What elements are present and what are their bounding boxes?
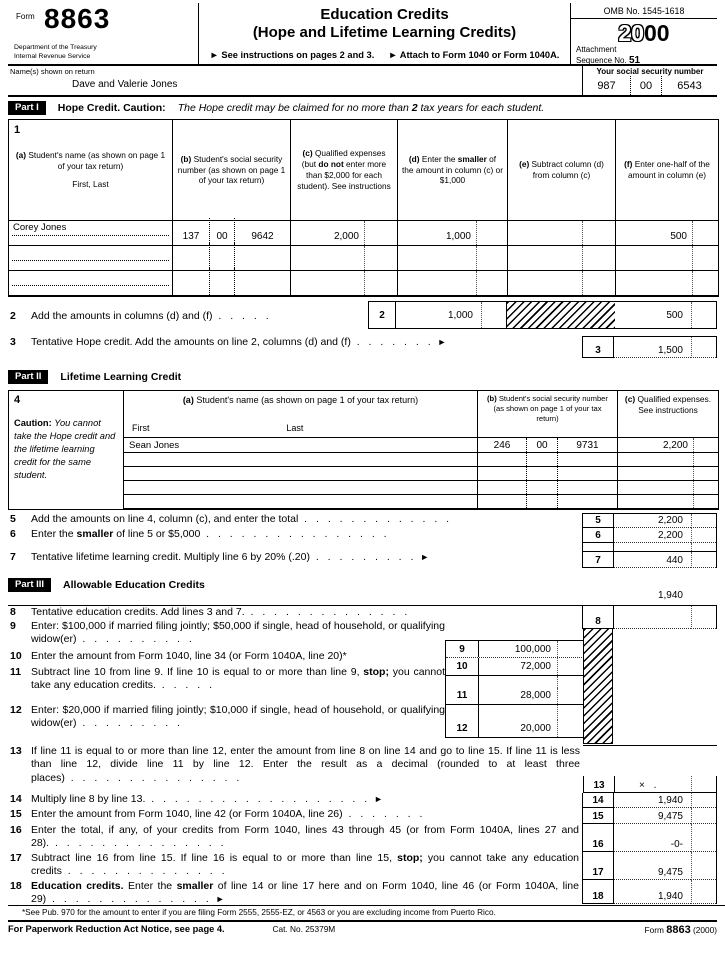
part2-col-header-a: (a) Student's name (as shown on page 1 of your tax return) First Last — [124, 391, 478, 438]
qualified-expenses-field: 2,200 — [618, 438, 718, 453]
part2-tab: Part II — [8, 370, 48, 384]
line14-box: 14 — [582, 793, 614, 808]
line14-value: 1,940 — [614, 793, 691, 808]
line9-box: 9 — [446, 641, 479, 657]
form-instructions — [199, 50, 570, 60]
smaller-amount-field — [398, 246, 508, 271]
student-ssn-field — [478, 438, 618, 453]
one-half-field — [616, 246, 718, 271]
name-ssn-row — [8, 66, 717, 97]
line13-box: 13 — [583, 776, 615, 793]
arrow-icon: ► — [374, 794, 385, 804]
ssn-part: 00 — [630, 76, 662, 95]
qualified-expenses-field: 2,000 — [291, 221, 398, 246]
footer-rule — [8, 920, 717, 922]
line7-box: 7 — [582, 552, 614, 568]
line18-value: 1,940 — [614, 880, 691, 904]
agency-line2: Internal Revenue Service — [14, 53, 91, 61]
line9-value: 100,000 — [514, 643, 551, 655]
line11-entry — [446, 688, 584, 705]
line3-box: 3 — [582, 337, 614, 358]
line17-row — [8, 852, 717, 880]
part1-table — [8, 119, 719, 297]
sequence-label: Sequence No. — [576, 56, 627, 66]
qualified-expenses-field — [291, 246, 398, 271]
arrow-icon: ► — [215, 894, 227, 905]
line3-row — [8, 336, 717, 358]
line16-label: 16 Enter the total, if any, of your credits from Form 1040, lines 43 through 45 (or from Form 1040A, lines 27 and 28). . . . . . . . . . . . . . . . — [10, 824, 579, 850]
line5-box: 5 — [582, 514, 614, 528]
student-row — [9, 221, 173, 246]
qualified-expenses-field — [618, 467, 718, 481]
paperwork-notice: For Paperwork Reduction Act Notice, see page 4. — [8, 924, 225, 934]
line13-label: 13 If line 11 is equal to or more than line 12, enter the amount from line 8 on line 14 and go to line 15. If line 11 is less than line 12, divide line 11 by line 12. Enter the result as a decimal (rounded to at least three places) . . . . . . . . . . . . . . . — [10, 745, 580, 784]
ssn-part — [209, 268, 235, 295]
part3-tab: Part III — [8, 578, 51, 592]
col-header-f: (f) Enter one-half of the amount in column (e) — [616, 120, 718, 221]
ssn-part — [235, 243, 290, 270]
line3-value: 1,500 — [614, 337, 691, 358]
line12-box: 12 — [446, 720, 479, 737]
hatched-cell — [507, 301, 615, 329]
footnote: *See Pub. 970 for the amount to enter if you are filing Form 2555, 2555-EZ, or 4563 or you are excluding income from Puerto Rico. — [8, 905, 725, 921]
subtract-field — [508, 271, 616, 296]
ssn-part — [173, 268, 209, 295]
ssn-part: 987 — [597, 79, 616, 92]
line10-label: 10 Enter the amount from Form 1040, line 34 (or Form 1040A, line 20)* — [10, 650, 347, 662]
student-ssn-field — [173, 271, 291, 296]
tax-year — [571, 19, 717, 45]
col-header-d: (d) Enter the smaller of the amount in column (c) or $1,000 — [398, 120, 508, 221]
attach-note: ► Attach to Form 1040 or Form 1040A. — [388, 50, 560, 60]
arrow-icon: ► — [420, 552, 432, 562]
line3-entry — [582, 336, 717, 358]
ssn-part: 9731 — [576, 440, 599, 451]
line16-row — [8, 824, 717, 852]
line2-amount-f: 500 — [615, 301, 717, 329]
col-header-a: 1 (a) Student's name (as shown on page 1 of your tax return) First, Last — [9, 120, 173, 221]
student-name-field — [12, 272, 169, 286]
line12-value: 20,000 — [520, 722, 551, 734]
line2-amount-d: 1,000 — [396, 301, 507, 329]
ssn-part: 00 — [209, 218, 235, 245]
part3-heading: Allowable Education Credits — [63, 578, 205, 591]
ssn-part — [209, 243, 235, 270]
line11-value: 28,000 — [520, 690, 551, 702]
line10-value: 72,000 — [520, 661, 551, 673]
lines9-12-text — [8, 620, 445, 742]
part2-col-header-c: (c) Qualified expenses. See instructions — [618, 391, 718, 438]
subtract-field — [508, 246, 616, 271]
line4-caution: 4 Caution: You cannot take the Hope credit and the lifetime learning credit for the same student. — [9, 391, 124, 509]
line18-box: 18 — [582, 880, 614, 904]
line10-entry — [446, 658, 584, 675]
line18-label: 18 Education credits. Enter the smaller of line 14 or line 17 here and on Form 1040, line 46 (or Form 1040A, line 29) . . . . . . . . . . . . . . ► — [10, 880, 579, 906]
qualified-expenses-field — [618, 453, 718, 467]
student-ssn-field — [478, 467, 618, 481]
line5-entry — [582, 513, 717, 528]
attachment-word: Attachment — [576, 45, 617, 55]
line2-label: 2 Add the amounts in columns (d) and (f) . . . . . — [10, 310, 270, 322]
qualified-expenses-field — [291, 271, 398, 296]
line15-value: 9,475 — [614, 808, 691, 824]
line3-label: 3 Tentative Hope credit. Add the amounts on line 2, columns (d) and (f) . . . . . . . ► — [10, 336, 449, 348]
line9-entry — [446, 641, 584, 658]
line8-label: 8 Tentative education credits. Add lines 3 and 7. . . . . . . . . . . . . . . — [10, 606, 409, 618]
part2-bar — [8, 369, 717, 384]
col-header-b: (b) Student's social security number (as shown on page 1 of your tax return) — [173, 120, 291, 221]
ssn-part: 246 — [493, 440, 511, 451]
ssn-block — [582, 66, 717, 95]
student-name-field — [124, 467, 478, 481]
catalog-number: Cat. No. 25379M — [272, 924, 336, 934]
line17-entry — [582, 852, 717, 880]
student-ssn-field — [478, 495, 618, 509]
form-title: Education Credits — [320, 6, 449, 23]
ssn-part: 00 — [526, 438, 558, 452]
line6-row — [8, 528, 717, 543]
form-header — [8, 3, 717, 66]
one-half-field — [616, 271, 718, 296]
line16-value: -0- — [614, 824, 691, 852]
line12-entry — [446, 720, 584, 737]
line16-box: 16 — [582, 824, 614, 852]
hatched-strip — [583, 628, 613, 744]
student-name-field — [12, 247, 169, 261]
line17-label: 17 Subtract line 16 from line 15. If line 16 is equal to or more than line 15, stop; you cannot take any education credits . . . . . . . . . . . . . . — [10, 852, 579, 878]
last-label: Last — [286, 423, 304, 434]
footer-form-id: Form 8863 (2000) — [644, 924, 717, 936]
see-instructions-note: ► See instructions on pages 2 and 3. — [209, 50, 375, 60]
col-header-c: (c) Qualified expenses (but do not enter more than $2,000 for each student). See instructions — [291, 120, 398, 221]
line13-entry — [583, 745, 717, 793]
line12-label: 12 Enter: $20,000 if married filing jointly; $10,000 if single, head of household, or qualifying widow(er) . . . . . . . . . — [10, 704, 445, 730]
form-subtitle: (Hope and Lifetime Learning Credits) — [252, 24, 517, 41]
form-number: 8863 — [44, 3, 111, 34]
tax-year-bold: 00 — [644, 20, 670, 46]
line2-box: 2 — [368, 301, 396, 329]
line7-row — [8, 551, 717, 568]
line18-row — [8, 880, 717, 904]
line4-number: 4 — [14, 394, 21, 406]
line14-row — [8, 793, 717, 808]
one-half-field: 500 — [616, 221, 718, 246]
form-number-block — [8, 3, 199, 64]
ssn-part: 137 — [182, 231, 200, 242]
student-row — [9, 246, 173, 271]
ssn-part — [173, 243, 209, 270]
line10-box: 10 — [446, 658, 479, 674]
part2-heading: Lifetime Learning Credit — [60, 370, 182, 383]
line7-entry — [582, 551, 717, 568]
lines9-12-entry-box — [445, 640, 585, 738]
first-label: First — [132, 423, 150, 434]
ssn-label: Your social security number — [596, 67, 704, 76]
taxpayer-ssn-field — [583, 76, 717, 95]
agency-name — [14, 44, 97, 62]
student-row — [9, 271, 173, 296]
line15-label: 15 Enter the amount from Form 1040, line 42 (or Form 1040A, line 26) . . . . . . . — [10, 808, 424, 820]
ssn-part: 9642 — [251, 231, 274, 242]
footer — [8, 924, 717, 940]
line8-box: 8 — [582, 606, 614, 629]
smaller-amount-field: 1,000 — [398, 221, 508, 246]
line9-label: 9 Enter: $100,000 if married filing jointly; $50,000 if single, head of household, or qualifying widow(er) . . . . . . . . . . — [10, 620, 445, 646]
taxpayer-name-field: Dave and Valerie Jones — [72, 79, 178, 90]
form-word: Form — [16, 12, 35, 21]
subtract-field — [508, 221, 616, 246]
line14-label: 14 Multiply line 8 by line 13. . . . . . . . . . . . . . . . . . . . ► — [10, 793, 385, 805]
line1-number: 1 — [14, 124, 21, 136]
ssn-part: 6543 — [677, 79, 702, 92]
arrow-icon: ► — [437, 337, 449, 347]
line17-box: 17 — [582, 852, 614, 880]
student-name-field — [124, 495, 478, 509]
line6-label: 6 Enter the smaller of line 5 or $5,000 . . . . . . . . . . . . . . . . — [10, 528, 388, 540]
line18-entry — [582, 880, 717, 904]
line6-value: 2,200 — [614, 528, 691, 543]
omb-year-block — [571, 3, 717, 67]
line11-box: 11 — [446, 688, 479, 704]
col-header-e: (e) Subtract column (d) from column (c) — [508, 120, 616, 221]
ssn-part — [235, 268, 290, 295]
line17-value: 9,475 — [614, 852, 691, 880]
line2-row — [8, 301, 717, 329]
line6-entry — [582, 528, 717, 543]
student-name-field: Corey Jones — [12, 222, 169, 236]
qualified-expenses-field — [618, 495, 718, 509]
student-name-field — [124, 453, 478, 467]
part1-heading: Hope Credit. Caution: — [57, 101, 166, 114]
line6-box: 6 — [582, 528, 614, 543]
line15-entry — [582, 808, 717, 824]
part1-tab: Part I — [8, 101, 46, 115]
tax-year-outline: 20 — [618, 20, 644, 46]
line16-entry — [582, 824, 717, 852]
line15-box: 15 — [582, 808, 614, 824]
line11-label: 11 Subtract line 10 from line 9. If line 10 is equal to or more than line 9, stop; you cannot take any education credits. . . . . . — [10, 666, 445, 692]
agency-line1: Department of the Treasury — [14, 44, 97, 52]
student-name-field — [124, 481, 478, 495]
student-ssn-field — [478, 453, 618, 467]
line8-value-above: 1,940 — [657, 590, 683, 601]
line15-row — [8, 808, 717, 824]
qualified-expenses-field — [618, 481, 718, 495]
line7-value: 440 — [614, 552, 691, 568]
name-label: Name(s) shown on return — [10, 67, 95, 76]
line13-row — [8, 745, 717, 793]
omb-number: OMB No. 1545-1618 — [571, 3, 717, 19]
line14-entry — [582, 793, 717, 808]
line7-label: 7 Tentative lifetime learning credit. Multiply line 6 by 20% (.20) . . . . . . . . . ► — [10, 551, 432, 563]
part2-col-header-b: (b) Student's social security number (as shown on page 1 of your tax return) — [478, 391, 618, 438]
line13-value: × . — [615, 776, 691, 793]
part2-table — [8, 390, 719, 510]
form-title-block — [199, 3, 571, 64]
col-a-sub: First, Last — [72, 179, 109, 190]
name-block — [8, 66, 582, 95]
line6-spacer — [8, 543, 717, 551]
line5-row — [8, 513, 717, 528]
part1-caution: The Hope credit may be claimed for no more than 2 tax years for each student. — [177, 101, 545, 114]
part1-bar — [8, 100, 717, 115]
smaller-amount-field — [398, 271, 508, 296]
line5-label: 5 Add the amounts on line 4, column (c), and enter the total . . . . . . . . . . . . . — [10, 513, 451, 525]
student-ssn-field — [478, 481, 618, 495]
student-name-field: Sean Jones — [124, 438, 478, 453]
line5-value: 2,200 — [614, 514, 691, 528]
lines9-12-block — [8, 620, 717, 742]
sequence-number: 51 — [628, 55, 641, 67]
